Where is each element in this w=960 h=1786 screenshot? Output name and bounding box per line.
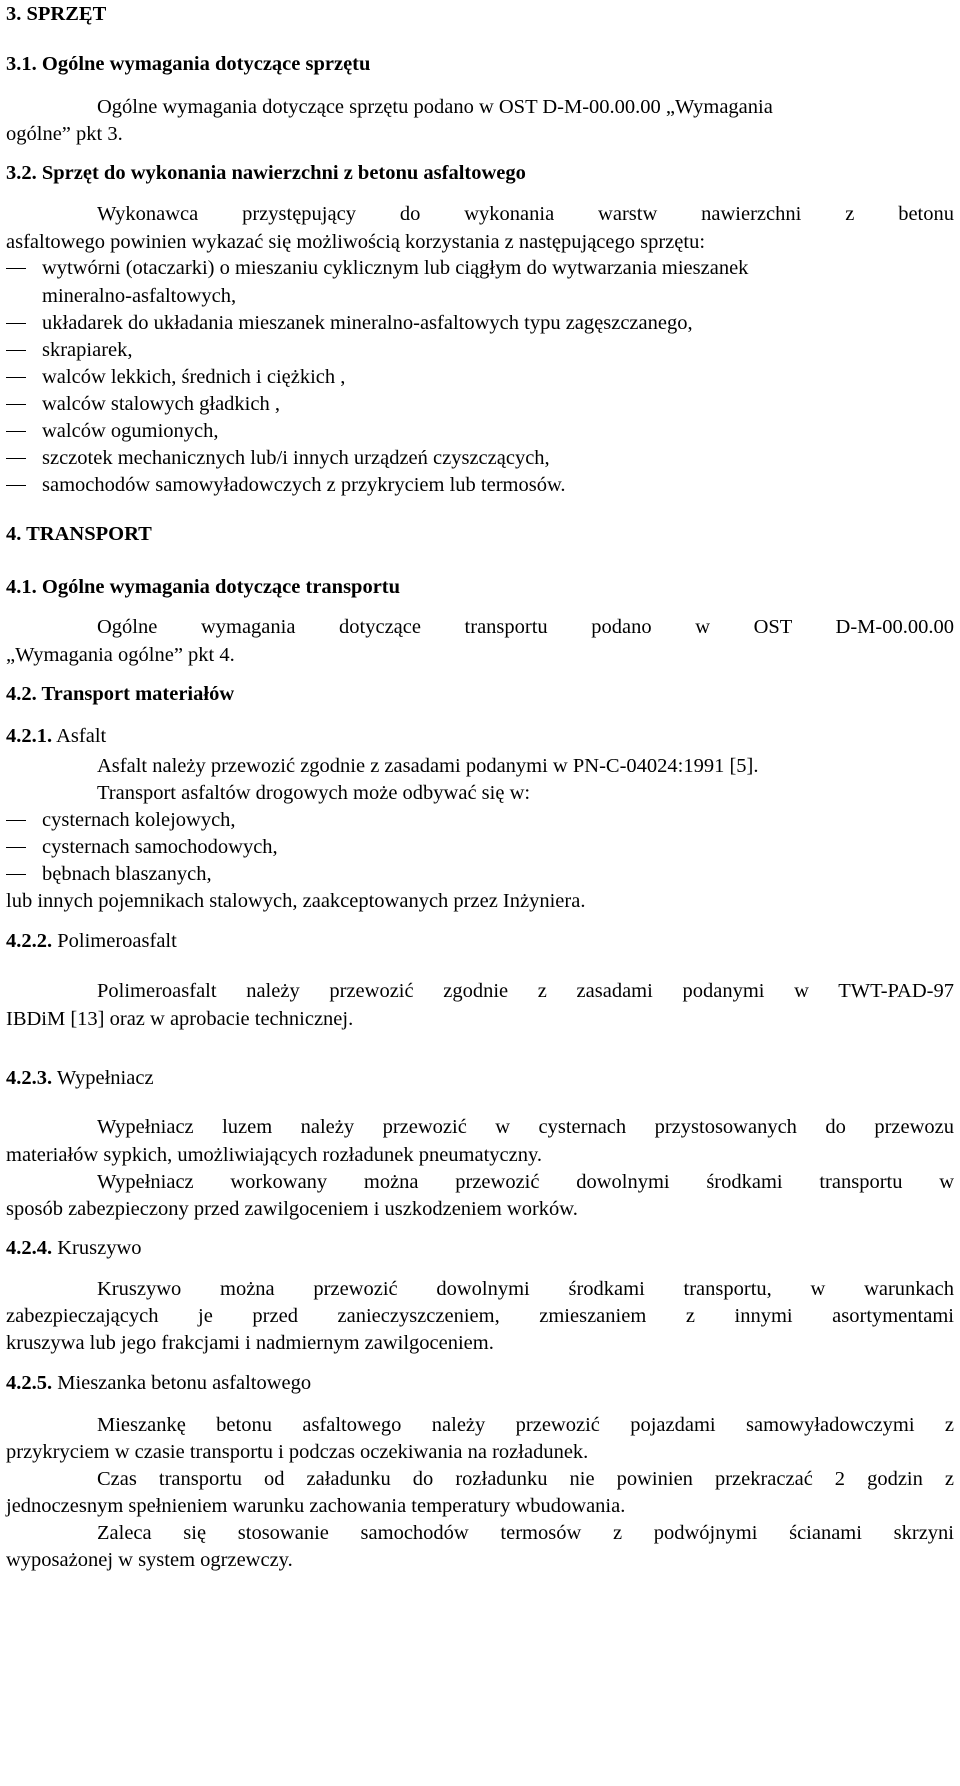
section-4-1-heading: 4.1. Ogólne wymagania dotyczące transportu bbox=[6, 576, 401, 598]
aggregate-paragraph-line: zabezpieczających je przed zanieczyszczeniem, zmieszaniem z innymi asortymentami bbox=[6, 1305, 954, 1327]
filler-paragraph-line: sposób zabezpieczony przed zawilgoceniem i uszkodzeniem worków. bbox=[6, 1198, 578, 1220]
subsection-number: 4.2.3. bbox=[6, 1067, 53, 1089]
asphalt-paragraph-line: lub innych pojemnikach stalowych, zaakceptowanych przez Inżyniera. bbox=[6, 890, 586, 912]
equipment-list-item: wytwórni (otaczarki) o mieszaniu cyklicznym lub ciągłym do wytwarzania mieszanek bbox=[42, 257, 749, 279]
subsection-number: 4.2.2. bbox=[6, 930, 53, 952]
equipment-list-item: walców ogumionych, bbox=[42, 420, 219, 442]
section-3-2-heading: 3.2. Sprzęt do wykonania nawierzchni z betonu asfaltowego bbox=[6, 162, 526, 184]
section-3-2-paragraph-line: Wykonawca przystępujący do wykonania warstw nawierzchni z betonu bbox=[97, 203, 954, 225]
section-4-1-paragraph-line: „Wymagania ogólne” pkt 4. bbox=[6, 644, 235, 666]
equipment-list-item: szczotek mechanicznych lub/i innych urządzeń czyszczących, bbox=[42, 447, 550, 469]
subsection-4-2-2-heading bbox=[6, 927, 954, 955]
subsection-number: 4.2.1. bbox=[6, 725, 53, 747]
subsection-title: Asfalt bbox=[56, 725, 107, 747]
subsection-4-2-3-heading bbox=[6, 1064, 954, 1092]
subsection-4-2-4-heading bbox=[6, 1234, 954, 1262]
equipment-list-item-continuation: mineralno-asfaltowych, bbox=[42, 285, 237, 307]
section-4-2-heading: 4.2. Transport materiałów bbox=[6, 683, 235, 705]
section-4-1-paragraph-line: Ogólne wymagania dotyczące transportu podano w OST D-M-00.00.00 bbox=[97, 616, 954, 638]
equipment-list-item: skrapiarek, bbox=[42, 339, 133, 361]
aggregate-paragraph-line: Kruszywo można przewozić dowolnymi środkami transportu, w warunkach bbox=[97, 1278, 954, 1300]
list-dash bbox=[6, 404, 26, 405]
list-dash bbox=[6, 323, 26, 324]
asphalt-mix-paragraph-line: jednoczesnym spełnieniem warunku zachowania temperatury wbudowania. bbox=[6, 1495, 626, 1517]
list-dash bbox=[6, 820, 26, 821]
section-3-1-heading: 3.1. Ogólne wymagania dotyczące sprzętu bbox=[6, 53, 371, 75]
subsection-title: Wypełniacz bbox=[56, 1067, 154, 1089]
asphalt-transport-list-item: bębnach blaszanych, bbox=[42, 863, 212, 885]
asphalt-transport-list-item: cysternach samochodowych, bbox=[42, 836, 278, 858]
subsection-number: 4.2.5. bbox=[6, 1372, 53, 1394]
list-dash bbox=[6, 350, 26, 351]
asphalt-mix-paragraph-line: Czas transportu od załadunku do rozładunku nie powinien przekraczać 2 godzin z bbox=[97, 1468, 954, 1490]
equipment-list-item: walców lekkich, średnich i ciężkich , bbox=[42, 366, 346, 388]
asphalt-transport-list-item: cysternach kolejowych, bbox=[42, 809, 236, 831]
subsection-number: 4.2.4. bbox=[6, 1237, 53, 1259]
polymer-asphalt-paragraph-line: IBDiM [13] oraz w aprobacie technicznej. bbox=[6, 1008, 354, 1030]
asphalt-paragraph-line: Transport asfaltów drogowych może odbywać się w: bbox=[97, 782, 531, 804]
subsection-title: Mieszanka betonu asfaltowego bbox=[57, 1372, 312, 1394]
list-dash bbox=[6, 874, 26, 875]
list-dash bbox=[6, 268, 26, 269]
section-3-1-paragraph-line: ogólne” pkt 3. bbox=[6, 123, 123, 145]
asphalt-mix-paragraph-line: Zaleca się stosowanie samochodów termosów z podwójnymi ścianami skrzyni bbox=[97, 1522, 954, 1544]
aggregate-paragraph-line: kruszywa lub jego frakcjami i nadmiernym zawilgoceniem. bbox=[6, 1332, 494, 1354]
section-3-2-paragraph-line: asfaltowego powinien wykazać się możliwością korzystania z następującego sprzętu: bbox=[6, 231, 706, 253]
asphalt-mix-paragraph-line: Mieszankę betonu asfaltowego należy przewozić pojazdami samowyładowczymi z bbox=[97, 1414, 954, 1436]
equipment-list-item: układarek do układania mieszanek mineralno-asfaltowych typu zagęszczanego, bbox=[42, 312, 693, 334]
list-dash bbox=[6, 485, 26, 486]
asphalt-mix-paragraph-line: wyposażonej w system ogrzewczy. bbox=[6, 1549, 293, 1571]
subsection-title: Polimeroasfalt bbox=[57, 930, 177, 952]
equipment-list-item: samochodów samowyładowczych z przykryciem lub termosów. bbox=[42, 474, 566, 496]
equipment-list-item: walców stalowych gładkich , bbox=[42, 393, 280, 415]
polymer-asphalt-paragraph-line: Polimeroasfalt należy przewozić zgodnie z zasadami podanymi w TWT-PAD-97 bbox=[97, 980, 954, 1002]
list-dash bbox=[6, 377, 26, 378]
section-3-1-paragraph-line: Ogólne wymagania dotyczące sprzętu podano w OST D-M-00.00.00 „Wymagania bbox=[97, 96, 773, 118]
list-dash bbox=[6, 847, 26, 848]
asphalt-paragraph-line: Asfalt należy przewozić zgodnie z zasadami podanymi w PN-C-04024:1991 [5]. bbox=[97, 755, 759, 777]
section-3-heading: 3. SPRZĘT bbox=[6, 3, 107, 25]
subsection-title: Kruszywo bbox=[57, 1237, 142, 1259]
list-dash bbox=[6, 458, 26, 459]
filler-paragraph-line: Wypełniacz luzem należy przewozić w cysternach przystosowanych do przewozu bbox=[97, 1116, 954, 1138]
asphalt-mix-paragraph-line: przykryciem w czasie transportu i podczas oczekiwania na rozładunek. bbox=[6, 1441, 589, 1463]
filler-paragraph-line: materiałów sypkich, umożliwiających rozładunek pneumatyczny. bbox=[6, 1144, 543, 1166]
list-dash bbox=[6, 431, 26, 432]
filler-paragraph-line: Wypełniacz workowany można przewozić dowolnymi środkami transportu w bbox=[97, 1171, 954, 1193]
subsection-4-2-5-heading bbox=[6, 1369, 954, 1397]
section-4-heading: 4. TRANSPORT bbox=[6, 523, 152, 545]
subsection-4-2-1-heading bbox=[6, 722, 954, 750]
